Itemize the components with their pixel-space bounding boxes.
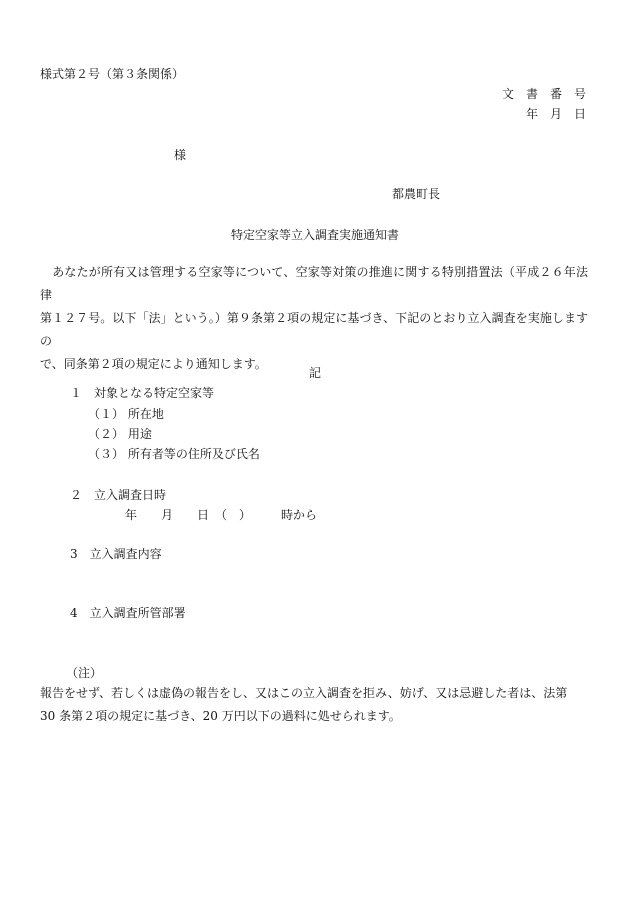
note-label: （注） (66, 666, 103, 680)
body-line: で、同条第２項の規定により通知します。 (40, 357, 267, 371)
item2-heading: ２ 立入調査日時 (70, 488, 167, 502)
note-paragraph (40, 682, 588, 728)
item1-sub-location: （１） 所在地 (88, 407, 164, 421)
document-number: 文 書 番 号 (501, 87, 586, 101)
sender-name: 都農町長 (392, 187, 441, 201)
note-line: 報告をせず、若しくは虚偽の報告をし、又はこの立入調査を拒み、妨げ、又は忌避した者は、法第 (40, 686, 568, 700)
body-line: あなたが所有又は管理する空家等について、空家等対策の推進に関する特別措置法（平成２６年法律 (40, 265, 588, 302)
ki-heading: 記 (308, 366, 321, 380)
addressee-suffix: 様 (174, 148, 187, 162)
item2-datetime: 年 月 日 （ ） 時から (125, 508, 318, 522)
item1-sub-usage: （２） 用途 (88, 427, 152, 441)
item1-heading: １ 対象となる特定空家等 (70, 386, 215, 400)
note-line: 30 条第２項の規定に基づき、20 万円以下の過料に処せられます。 (40, 709, 401, 723)
item4-heading: 4 立入調査所管部署 (70, 606, 186, 620)
document-title: 特定空家等立入調査実施通知書 (230, 228, 399, 242)
date-line: 年 月 日 (525, 107, 586, 121)
item1-sub-owner: （３） 所有者等の住所及び氏名 (88, 447, 260, 461)
form-label: 様式第２号（第３条関係） (40, 67, 185, 81)
body-line: 第１２７号。以下「法」という。）第９条第２項の規定に基づき、下記のとおり立入調査を実施しますの (40, 311, 588, 348)
body-paragraph (40, 261, 588, 376)
item3-heading: 3 立入調査内容 (70, 547, 162, 561)
